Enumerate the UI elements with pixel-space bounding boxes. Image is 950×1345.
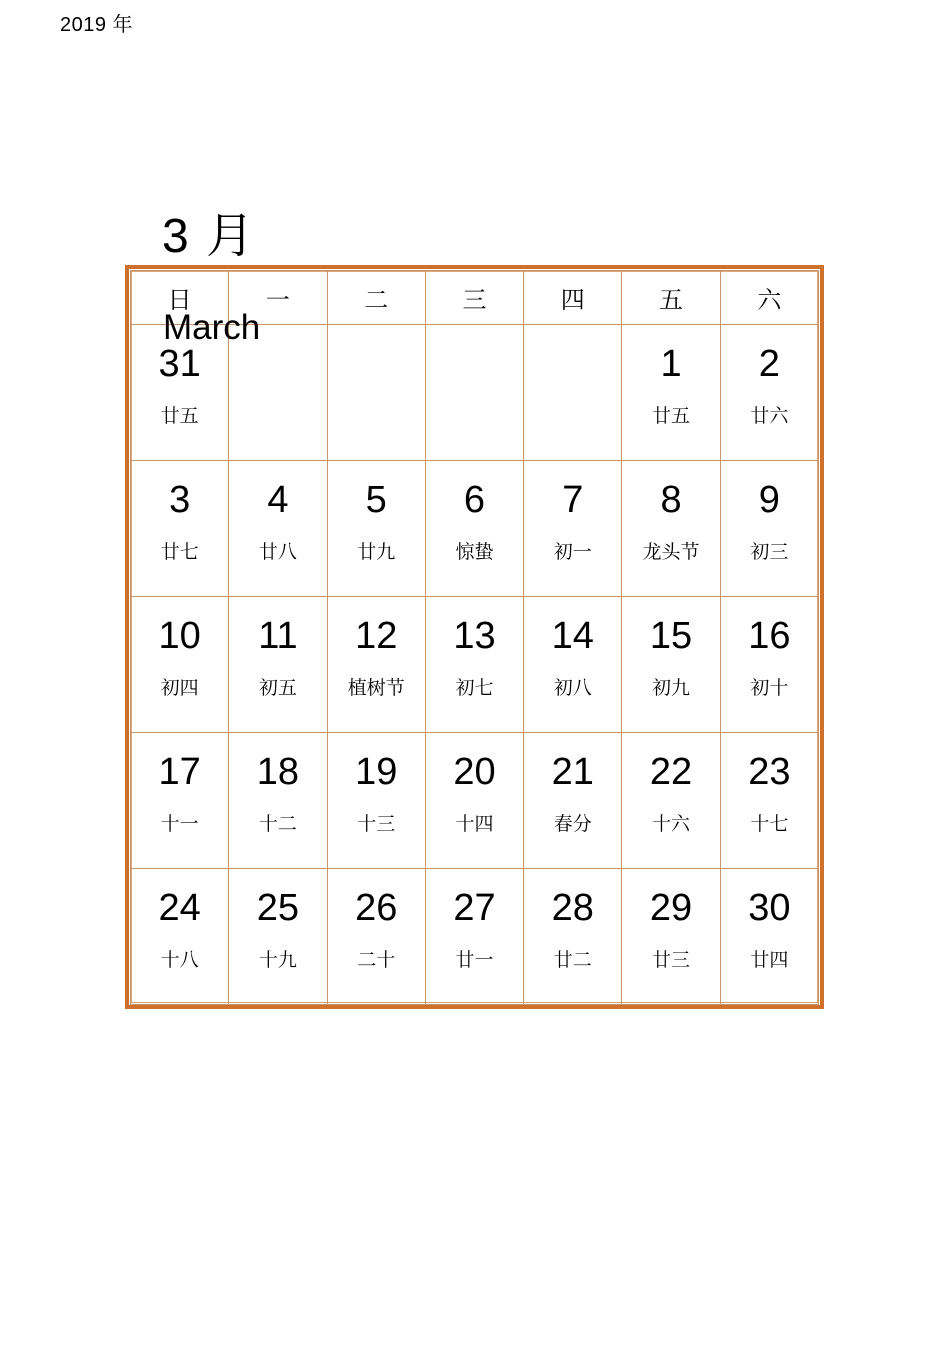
day-cell — [229, 597, 327, 733]
day-cell — [622, 869, 720, 1005]
day-number: 29 — [649, 887, 693, 929]
day-number: 13 — [453, 615, 496, 657]
day-cell — [327, 597, 425, 733]
lunar-date: 廿九 — [357, 541, 396, 563]
day-number: 5 — [365, 479, 387, 521]
day-number: 11 — [258, 615, 298, 657]
weekday-sat: 六 — [720, 271, 818, 325]
lunar-date: 廿五 — [160, 405, 199, 427]
day-cell — [720, 733, 818, 869]
day-cell — [622, 325, 720, 461]
day-number — [524, 342, 621, 386]
day-number: 23 — [748, 751, 791, 793]
day-number: 27 — [453, 887, 496, 929]
day-number: 3 — [169, 479, 191, 521]
day-number: 19 — [355, 751, 398, 793]
lunar-date: 惊蛰 — [455, 541, 494, 563]
day-number: 28 — [551, 887, 594, 929]
lunar-date: 二十 — [357, 949, 396, 971]
weekday-fri: 五 — [622, 271, 720, 325]
lunar-date: 初九 — [652, 677, 691, 699]
day-number: 8 — [660, 479, 682, 521]
lunar-date: 初四 — [160, 677, 199, 699]
day-number: 20 — [453, 751, 496, 793]
day-number: 22 — [649, 751, 693, 793]
day-cell — [524, 325, 622, 461]
day-cell — [327, 733, 425, 869]
year-label: 2019 年 — [60, 14, 134, 36]
lunar-date: 初八 — [553, 677, 592, 699]
day-cell — [622, 733, 720, 869]
lunar-date: 十七 — [750, 813, 789, 835]
lunar-date: 廿七 — [160, 541, 199, 563]
day-cell — [425, 325, 523, 461]
lunar-date: 初三 — [750, 541, 789, 563]
day-number: 17 — [158, 751, 201, 793]
lunar-date: 十二 — [258, 813, 297, 835]
lunar-date: 廿一 — [455, 949, 494, 971]
day-cell — [131, 461, 229, 597]
day-number: 14 — [551, 615, 594, 657]
day-cell — [622, 597, 720, 733]
lunar-date — [328, 404, 425, 428]
lunar-date: 十三 — [357, 813, 396, 835]
weekday-mon: 一 — [229, 271, 327, 325]
month-title: 3 月 — [162, 210, 257, 263]
week-row-5 — [131, 869, 819, 1005]
lunar-date: 初五 — [258, 677, 297, 699]
lunar-date: 十一 — [160, 813, 199, 835]
day-cell — [524, 733, 622, 869]
day-cell — [425, 733, 523, 869]
lunar-date — [524, 404, 621, 428]
lunar-date: 廿二 — [553, 949, 592, 971]
lunar-date: 十六 — [652, 813, 691, 835]
lunar-date — [426, 404, 523, 428]
day-cell — [622, 461, 720, 597]
lunar-date: 植树节 — [347, 677, 405, 699]
day-number — [328, 342, 425, 386]
day-cell — [720, 597, 818, 733]
day-cell — [425, 597, 523, 733]
day-cell — [720, 869, 818, 1005]
day-cell — [327, 461, 425, 597]
day-number: 4 — [267, 479, 289, 521]
day-cell — [720, 325, 818, 461]
week-row-3 — [131, 597, 819, 733]
day-cell — [425, 461, 523, 597]
day-number: 7 — [562, 479, 584, 521]
day-cell — [327, 869, 425, 1005]
day-number: 2 — [758, 343, 780, 385]
lunar-date: 春分 — [553, 813, 592, 835]
day-number: 26 — [355, 887, 398, 929]
day-number: 1 — [660, 343, 682, 385]
day-cell — [524, 869, 622, 1005]
day-number: 12 — [355, 615, 398, 657]
day-cell — [327, 325, 425, 461]
lunar-date: 十九 — [258, 949, 297, 971]
day-number: 24 — [158, 887, 201, 929]
day-cell — [524, 597, 622, 733]
day-cell — [131, 597, 229, 733]
day-cell — [229, 461, 327, 597]
lunar-date: 初一 — [553, 541, 592, 563]
day-cell — [131, 869, 229, 1005]
day-number: 9 — [758, 479, 780, 521]
day-number: 21 — [551, 751, 594, 793]
weekday-sun: 日 — [131, 271, 229, 325]
day-number: 25 — [256, 887, 300, 929]
lunar-date: 廿四 — [750, 949, 789, 971]
lunar-date: 廿六 — [750, 405, 789, 427]
day-cell — [720, 461, 818, 597]
day-number: 6 — [463, 479, 486, 521]
lunar-date: 龙头节 — [642, 541, 700, 563]
lunar-date: 十四 — [455, 813, 494, 835]
lunar-date — [229, 404, 326, 428]
day-number: 18 — [256, 751, 300, 793]
day-number — [426, 342, 523, 386]
lunar-date: 廿三 — [652, 949, 691, 971]
day-number: 31 — [158, 343, 201, 385]
day-cell — [425, 869, 523, 1005]
day-cell — [131, 733, 229, 869]
weekday-tue: 二 — [327, 271, 425, 325]
day-number: 16 — [748, 615, 791, 657]
weekday-thu: 四 — [524, 271, 622, 325]
week-row-2 — [131, 461, 819, 597]
week-row-4 — [131, 733, 819, 869]
lunar-date: 初七 — [455, 677, 494, 699]
lunar-date: 廿八 — [258, 541, 297, 563]
day-number: 10 — [158, 615, 201, 657]
weekday-wed: 三 — [425, 271, 523, 325]
day-cell — [229, 869, 327, 1005]
lunar-date: 廿五 — [652, 405, 691, 427]
lunar-date: 十八 — [160, 949, 199, 971]
month-english-label: March — [163, 308, 261, 347]
day-cell — [524, 461, 622, 597]
day-cell — [229, 733, 327, 869]
day-number: 15 — [649, 615, 693, 657]
day-number: 30 — [748, 887, 791, 929]
calendar-grid — [130, 270, 819, 1005]
lunar-date: 初十 — [750, 677, 789, 699]
